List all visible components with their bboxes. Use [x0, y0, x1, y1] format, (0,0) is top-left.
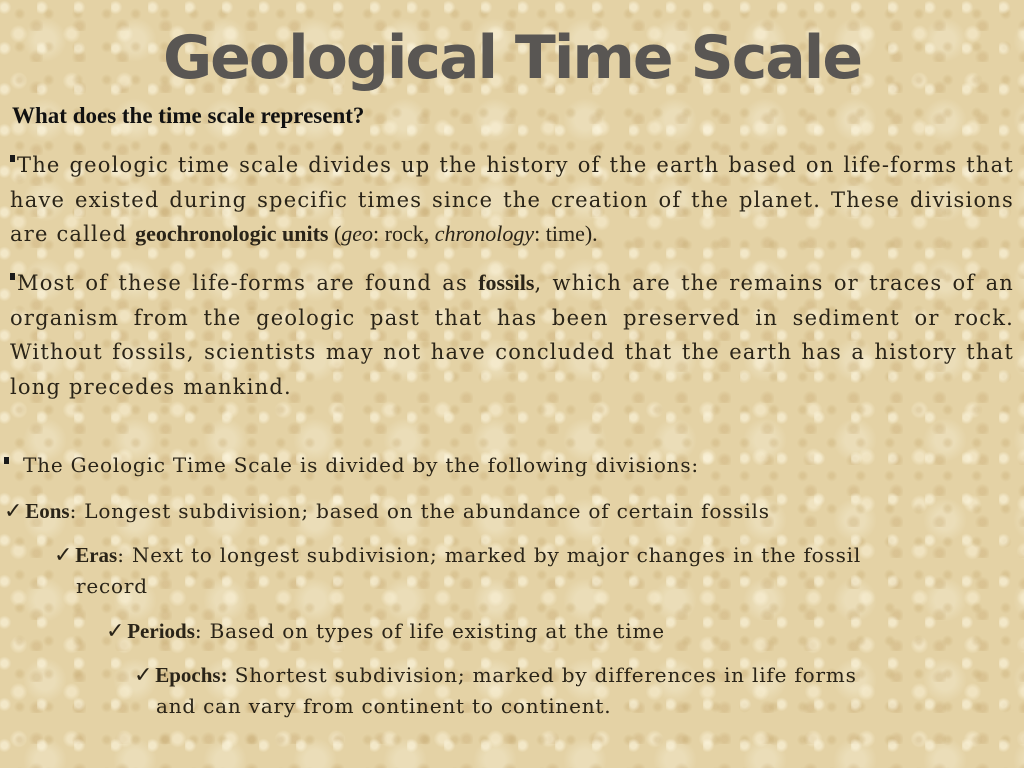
division-item-eras: ✓Eras: Next to longest subdivision; marked by major changes in the fossil record: [54, 543, 862, 598]
checkmark-icon: ✓: [106, 619, 126, 644]
term-chronology: chronology: [434, 221, 535, 246]
term-geochronologic-units: geochronologic units: [135, 221, 329, 246]
checkmark-icon: ✓: [4, 499, 24, 524]
division-item-eons: ✓Eons: Longest subdivision; based on the abundance of certain fossils: [4, 499, 770, 524]
checkmark-icon: ✓: [54, 543, 74, 568]
division-item-epochs: ✓Epochs: Shortest subdivision; marked by differences in life forms and can vary from continent to continent.: [134, 663, 857, 718]
checkmark-icon: ✓: [134, 663, 154, 688]
division-item-periods: ✓Periods: Based on types of life existing at the time: [106, 619, 665, 644]
paragraph-time-scale-definition: The geologic time scale divides up the history of the earth based on life-forms that have existed during specific times since the creation of the planet. These divisions are called geochronologic units (geo: rock, chronology: time).: [10, 153, 1014, 246]
square-bullet-icon: [4, 457, 9, 464]
slide-title: Geological Time Scale: [162, 23, 862, 93]
section-question: What does the time scale represent?: [12, 103, 365, 128]
square-bullet-icon: [10, 273, 15, 280]
square-bullet-icon: [10, 155, 15, 162]
divisions-intro: The Geologic Time Scale is divided by the following divisions:: [4, 450, 699, 481]
term-fossils: fossils: [478, 270, 535, 295]
paragraph-fossils: Most of these life-forms are found as fossils, which are the remains or traces of an organism from the geologic past that has been preserved in sediment or rock. Without fossils, scientists may not have concluded that the earth has a history that long precedes mankind.: [10, 270, 1015, 399]
term-geo: geo: [341, 221, 374, 246]
